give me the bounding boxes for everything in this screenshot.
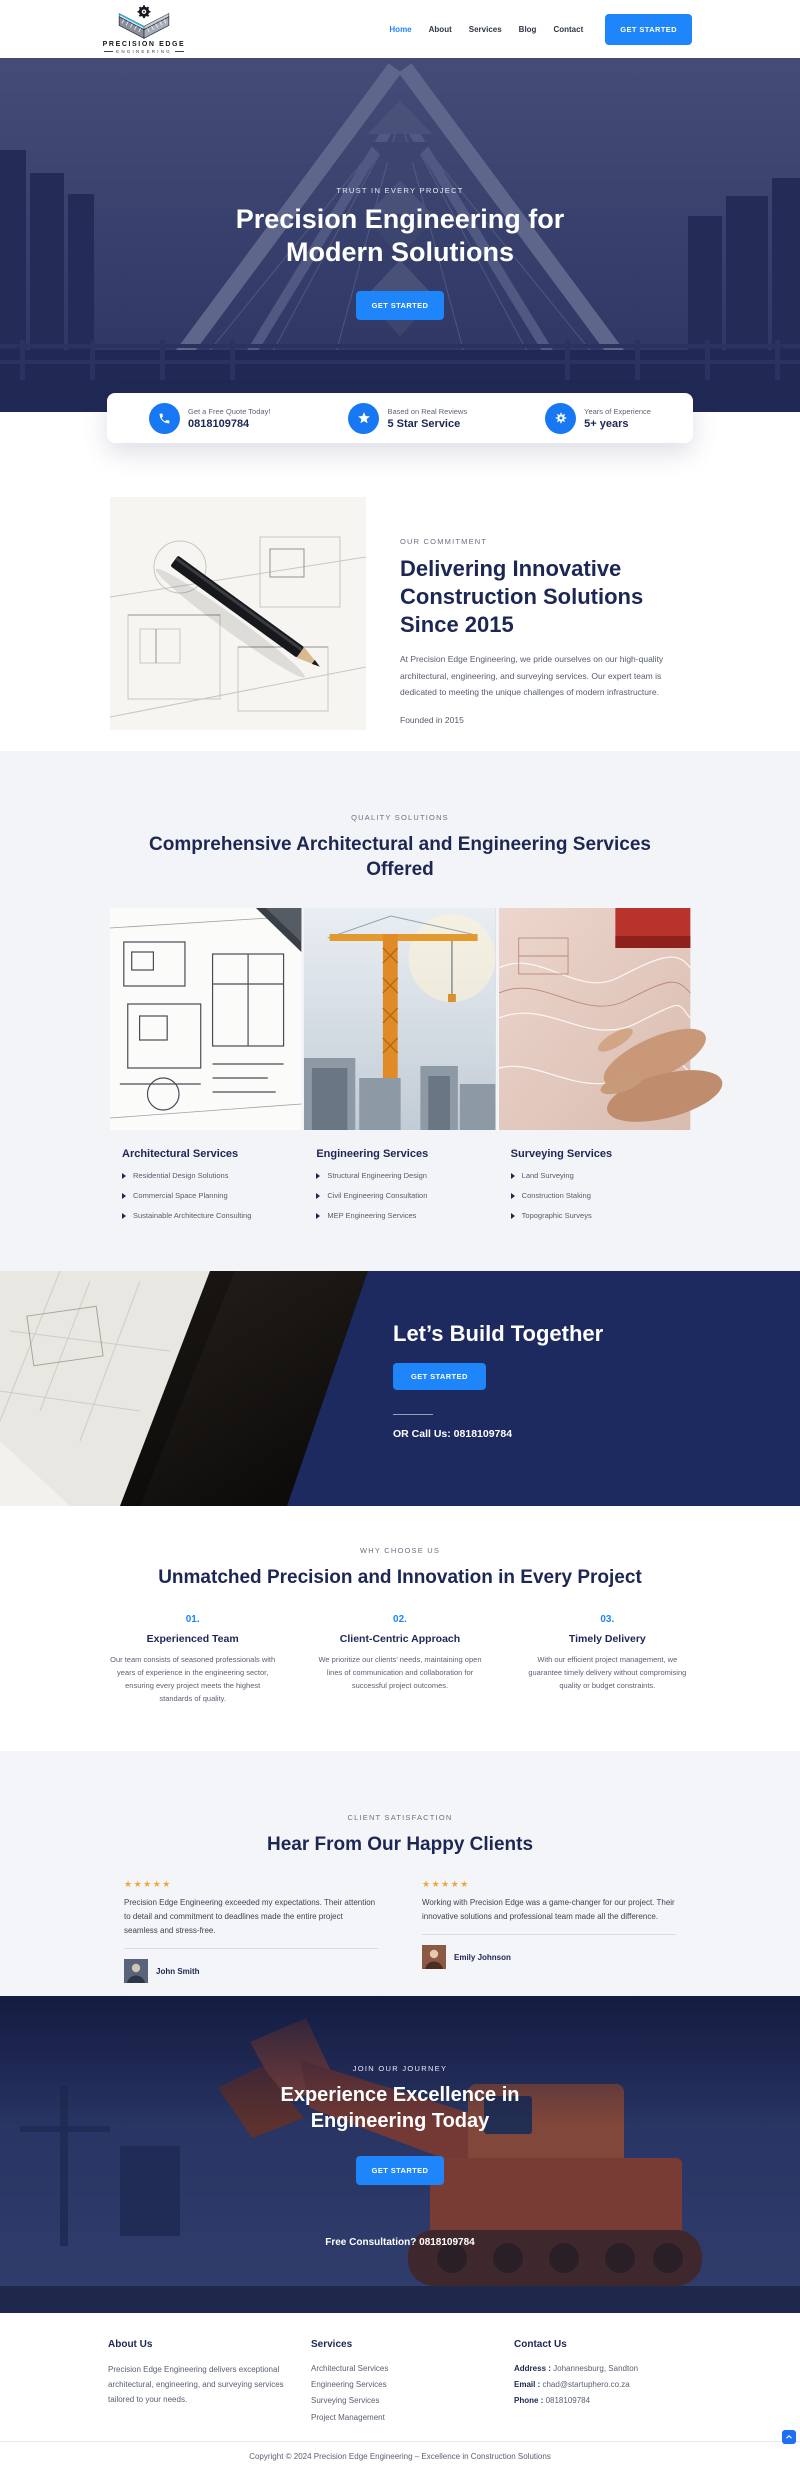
commitment-eyebrow: OUR COMMITMENT	[400, 537, 488, 546]
why-column-title: Client-Centric Approach	[339, 1633, 461, 1646]
testimonial-author	[124, 1948, 378, 1983]
service-item: Topographic Surveys	[511, 1211, 690, 1220]
chevron-up-icon	[784, 2432, 794, 2442]
commitment-content	[0, 443, 800, 730]
commitment-founded: Founded in 2015	[400, 714, 464, 725]
info-bar-card	[107, 393, 693, 443]
service-column-surveying	[499, 1148, 690, 1220]
nav-contact[interactable]: Contact	[553, 24, 584, 34]
commitment-section	[0, 393, 800, 751]
final-cta-content	[0, 1996, 800, 2248]
testimonial-card	[124, 1879, 378, 1983]
why-eyebrow: WHY CHOOSE US	[359, 1546, 441, 1555]
service-item: Commercial Space Planning	[122, 1191, 301, 1200]
why-column-body: We prioritize our clients’ needs, maintaining open lines of communication and collaboration for successful project outcomes.	[318, 1655, 482, 1691]
why-column-body: With our efficient project management, we guarantee timely delivery without compromising quality or budget constraints.	[528, 1655, 687, 1691]
caret-right-icon	[511, 1213, 515, 1219]
testimonials-row	[0, 1879, 800, 1983]
why-choose-section	[0, 1506, 800, 1751]
info-item-experience	[545, 403, 651, 434]
why-column-title: Experienced Team	[146, 1633, 239, 1646]
caret-right-icon	[122, 1173, 126, 1179]
why-number: 01.	[185, 1614, 200, 1626]
footer-link-architectural[interactable]: Architectural Services	[311, 2364, 389, 2373]
footer-about-column	[108, 2339, 311, 2427]
nav-blog[interactable]: Blog	[518, 24, 537, 34]
final-get-started-button[interactable]: GET STARTED	[356, 2156, 445, 2185]
contact-address-row: Address : Johannesburg, Sandton	[514, 2364, 639, 2373]
experience-label: Years of Experience	[584, 406, 651, 416]
brand-subtitle: ENGINEERING	[104, 49, 184, 54]
service-column-title: Architectural Services	[122, 1148, 239, 1161]
footer-link-project-management[interactable]: Project Management	[311, 2412, 385, 2422]
free-consultation-text: Free Consultation? 0818109784	[325, 2237, 475, 2248]
build-call-text: OR Call Us: 0818109784	[393, 1428, 513, 1440]
why-title: Unmatched Precision and Innovation in Every Project	[158, 1567, 642, 1588]
why-number: 03.	[600, 1614, 615, 1626]
scroll-to-top-button[interactable]	[782, 2430, 796, 2444]
reviews-value: 5 Star Service	[387, 417, 461, 430]
ruler-gear-logo-icon	[113, 4, 175, 40]
testimonials-eyebrow: CLIENT SATISFACTION	[347, 1813, 453, 1822]
reviews-label: Based on Real Reviews	[387, 406, 468, 416]
testimonials-section	[0, 1751, 800, 1996]
architectural-plans-image	[110, 908, 301, 1130]
footer-about-title: About Us	[108, 2339, 153, 2350]
hero-section	[0, 58, 800, 412]
final-title: Experience Excellence in Engineering Today	[280, 2084, 520, 2132]
footer-contact-title: Contact Us	[514, 2339, 567, 2350]
footer-services-column	[311, 2339, 514, 2427]
testimonial-author-name: John Smith	[156, 1966, 200, 1976]
footer-columns	[0, 2313, 800, 2427]
copyright-bar: Copyright © 2024 Precision Edge Engineering – Excellence in Construction Solutions	[0, 2441, 800, 2461]
caret-right-icon	[122, 1193, 126, 1199]
caret-right-icon	[316, 1193, 320, 1199]
nav-home[interactable]: Home	[389, 24, 412, 34]
testimonials-title: Hear From Our Happy Clients	[266, 1834, 534, 1855]
why-number: 02.	[393, 1614, 407, 1626]
footer-about-body: Precision Edge Engineering delivers exceptional architectural, engineering, and surveying services tailored to your needs.	[108, 2365, 284, 2405]
commitment-body: At Precision Edge Engineering, we pride ourselves on our high-quality architectural, engineering, and surveying services. Our expert team is dedicated to meeting the unique challenges of modern infrastructure.	[400, 654, 664, 697]
service-column-title: Engineering Services	[316, 1148, 429, 1161]
phone-icon	[149, 403, 180, 434]
footer-contact-rows	[514, 2362, 692, 2408]
build-cta-content	[0, 1271, 800, 1440]
service-column-title: Surveying Services	[510, 1148, 613, 1161]
caret-right-icon	[511, 1173, 515, 1179]
hero-content	[0, 58, 800, 412]
contact-phone-row: Phone : 0818109784	[514, 2396, 591, 2406]
brand-logo[interactable]	[98, 4, 190, 54]
services-title: Comprehensive Architectural and Engineering Services Offered	[149, 834, 651, 881]
footer-service-links	[311, 2362, 514, 2424]
caret-right-icon	[122, 1213, 126, 1219]
why-column-body: Our team consists of seasoned professionals with years of experience in the engineering sector, ensuring every project meets the highest standards of quality.	[110, 1655, 276, 1704]
service-item: Land Surveying	[511, 1171, 690, 1180]
testimonial-quote: Precision Edge Engineering exceeded my expectations. Their attention to detail and commitment to deadlines made the entire project seamless and stress-free.	[124, 1898, 376, 1936]
construction-crane-image	[304, 908, 495, 1130]
gear-icon	[545, 403, 576, 434]
hero-title: Precision Engineering for Modern Solutions	[235, 204, 565, 268]
testimonial-author	[422, 1934, 676, 1969]
final-cta-section	[0, 1996, 800, 2313]
why-columns	[0, 1614, 800, 1706]
why-column-title: Timely Delivery	[568, 1633, 646, 1646]
service-column-engineering	[304, 1148, 495, 1220]
avatar	[124, 1959, 148, 1983]
footer-link-surveying[interactable]: Surveying Services	[311, 2396, 380, 2406]
site-footer	[0, 2313, 800, 2461]
service-item: Structural Engineering Design	[316, 1171, 495, 1180]
quote-phone-number: 0818109784	[188, 417, 250, 430]
why-column-1	[108, 1614, 277, 1706]
main-nav	[389, 14, 692, 45]
commitment-text	[400, 497, 690, 730]
info-item-reviews	[348, 403, 467, 434]
star-icon	[348, 403, 379, 434]
service-columns	[0, 1148, 800, 1220]
build-cta-section	[0, 1271, 800, 1506]
testimonial-author-name: Emily Johnson	[454, 1952, 511, 1962]
brand-name: PRECISION EDGE	[102, 41, 186, 48]
service-item: Sustainable Architecture Consulting	[122, 1211, 301, 1220]
blueprint-pencil-image	[110, 497, 366, 730]
why-column-2	[315, 1614, 484, 1706]
caret-right-icon	[511, 1193, 515, 1199]
service-item: MEP Engineering Services	[316, 1211, 495, 1220]
footer-services-title: Services	[311, 2339, 353, 2350]
commitment-title: Delivering Innovative Construction Solutions Since 2015	[400, 556, 644, 638]
caret-right-icon	[316, 1213, 320, 1219]
footer-contact-column	[514, 2339, 692, 2427]
service-item: Construction Staking	[511, 1191, 690, 1200]
surveying-map-hands-image	[499, 908, 690, 1130]
footer-link-engineering[interactable]: Engineering Services	[311, 2380, 387, 2390]
divider	[393, 1414, 433, 1415]
build-get-started-button[interactable]: GET STARTED	[393, 1363, 486, 1390]
five-stars-rating: ★★★★★	[124, 1879, 172, 1890]
service-column-architectural	[110, 1148, 301, 1220]
nav-services[interactable]: Services	[468, 24, 502, 34]
experience-value: 5+ years	[584, 417, 629, 430]
final-eyebrow: JOIN OUR JOURNEY	[352, 2064, 448, 2073]
site-header	[0, 0, 800, 58]
why-column-3	[523, 1614, 692, 1706]
services-images	[0, 908, 800, 1130]
avatar	[422, 1945, 446, 1969]
services-eyebrow: QUALITY SOLUTIONS	[351, 813, 449, 822]
caret-right-icon	[316, 1173, 320, 1179]
header-get-started-button[interactable]: GET STARTED	[605, 14, 692, 45]
five-stars-rating: ★★★★★	[422, 1879, 470, 1890]
hero-eyebrow: TRUST IN EVERY PROJECT	[336, 186, 464, 195]
contact-email-row: Email : chad@startuphero.co.za	[514, 2380, 630, 2390]
info-item-quote	[149, 403, 270, 434]
service-item: Civil Engineering Consultation	[316, 1191, 495, 1200]
services-section	[0, 751, 800, 1271]
testimonial-quote: Working with Precision Edge was a game-changer for our project. Their innovative solutions and professional team made all the difference.	[422, 1898, 675, 1922]
nav-about[interactable]: About	[428, 24, 452, 34]
testimonial-card	[422, 1879, 676, 1983]
hero-get-started-button[interactable]: GET STARTED	[356, 291, 445, 320]
service-item: Residential Design Solutions	[122, 1171, 301, 1180]
build-cta-title: Let’s Build Together	[393, 1321, 604, 1346]
quote-label: Get a Free Quote Today!	[188, 406, 271, 416]
